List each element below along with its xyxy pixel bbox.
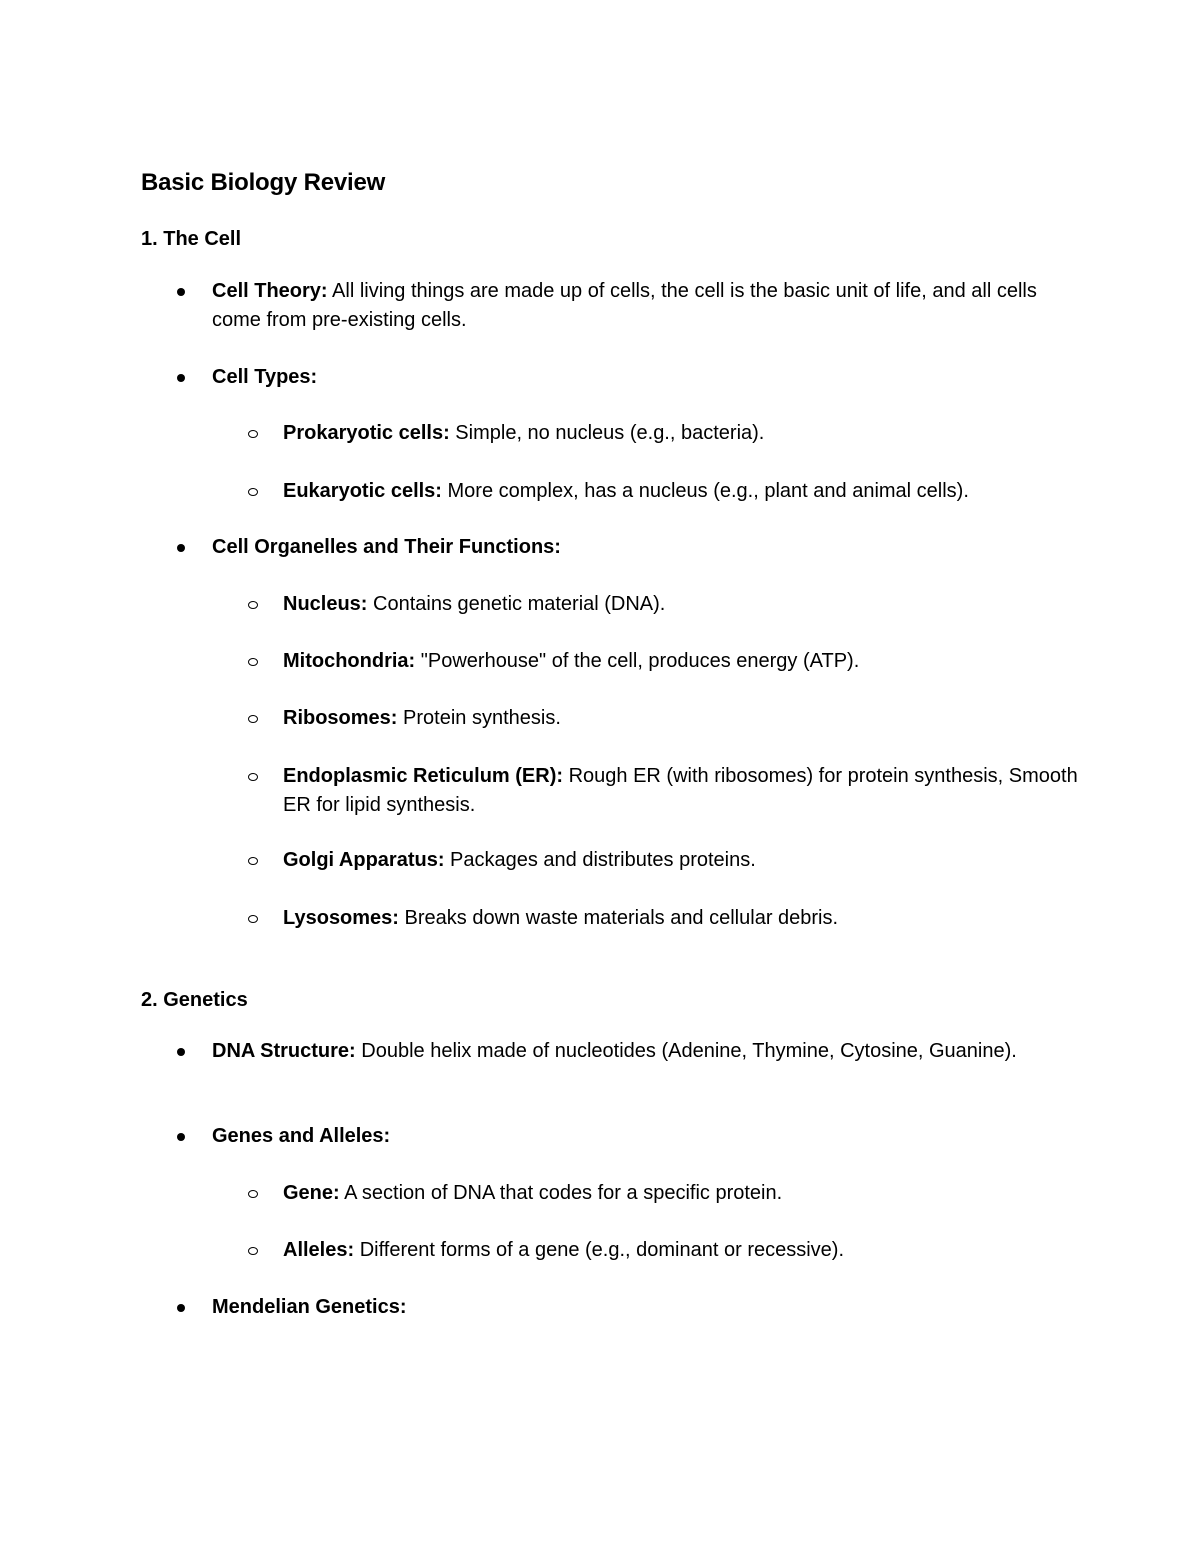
item-text: Breaks down waste materials and cellular debris.: [398, 907, 839, 929]
item-term: Nucleus:: [283, 593, 368, 615]
section-heading-the-cell: 1. The Cell: [141, 228, 242, 250]
circle-bullet-icon: [248, 601, 258, 609]
item-term: Lysosomes:: [283, 907, 399, 929]
item-term: Cell Theory:: [212, 280, 328, 302]
item-term: Genes and Alleles:: [212, 1125, 391, 1147]
circle-bullet-icon: [248, 430, 258, 438]
circle-bullet-icon: [248, 1190, 258, 1198]
list-item-cell-theory: [212, 277, 1072, 335]
list-item-genes-and-alleles: [212, 1122, 1072, 1151]
item-term: Prokaryotic cells:: [283, 422, 450, 444]
bullet-icon: [177, 288, 185, 296]
item-text: Different forms of a gene (e.g., dominant or recessive).: [354, 1239, 845, 1261]
item-term: Mendelian Genetics:: [212, 1296, 407, 1318]
list-item-golgi-apparatus: [283, 846, 1083, 875]
list-item-mitochondria: [283, 647, 1083, 676]
item-text: Packages and distributes proteins.: [444, 849, 756, 871]
circle-bullet-icon: [248, 857, 258, 865]
item-term: Golgi Apparatus:: [283, 849, 445, 871]
list-item-prokaryotic-cells: [283, 419, 1083, 448]
item-term: Cell Types:: [212, 366, 318, 388]
circle-bullet-icon: [248, 1247, 258, 1255]
bullet-icon: [177, 1304, 185, 1312]
list-item-ribosomes: [283, 704, 1083, 733]
list-item-cell-organelles: [212, 533, 1072, 562]
list-item-nucleus: [283, 590, 1083, 619]
item-text: More complex, has a nucleus (e.g., plant and animal cells).: [441, 480, 969, 502]
circle-bullet-icon: [248, 915, 258, 923]
item-text: Simple, no nucleus (e.g., bacteria).: [449, 422, 765, 444]
circle-bullet-icon: [248, 715, 258, 723]
circle-bullet-icon: [248, 488, 258, 496]
item-text: Protein synthesis.: [397, 707, 561, 729]
list-item-alleles: [283, 1236, 1083, 1265]
item-text: "Powerhouse" of the cell, produces energy (ATP).: [415, 650, 860, 672]
bullet-icon: [177, 374, 185, 382]
item-term: Ribosomes:: [283, 707, 398, 729]
item-term: Mitochondria:: [283, 650, 416, 672]
item-term: Endoplasmic Reticulum (ER):: [283, 765, 564, 787]
circle-bullet-icon: [248, 773, 258, 781]
list-item-cell-types: [212, 363, 1072, 392]
item-term: DNA Structure:: [212, 1040, 356, 1062]
item-text: Double helix made of nucleotides (Adenine, Thymine, Cytosine, Guanine).: [355, 1040, 1017, 1062]
item-text: A section of DNA that codes for a specific protein.: [339, 1182, 783, 1204]
document-title: Basic Biology Review: [141, 169, 386, 196]
list-item-dna-structure: [212, 1037, 1072, 1066]
item-text: Rough ER (with ribosomes) for protein synthesis, Smooth ER for lipid synthesis.: [283, 765, 1078, 816]
list-item-lysosomes: [283, 904, 1083, 933]
list-item-gene: [283, 1179, 1083, 1208]
list-item-mendelian-genetics: [212, 1293, 1072, 1322]
bullet-icon: [177, 544, 185, 552]
item-term: Cell Organelles and Their Functions:: [212, 536, 561, 558]
item-text: All living things are made up of cells, the cell is the basic unit of life, and all cells come from pre-existing cells.: [212, 280, 1037, 331]
list-item-eukaryotic-cells: [283, 477, 1083, 506]
section-heading-genetics: 2. Genetics: [141, 989, 248, 1011]
bullet-icon: [177, 1133, 185, 1141]
item-term: Gene:: [283, 1182, 340, 1204]
circle-bullet-icon: [248, 658, 258, 666]
item-text: Contains genetic material (DNA).: [367, 593, 666, 615]
bullet-icon: [177, 1048, 185, 1056]
item-term: Alleles:: [283, 1239, 355, 1261]
list-item-endoplasmic-reticulum: [283, 762, 1083, 820]
item-term: Eukaryotic cells:: [283, 480, 442, 502]
